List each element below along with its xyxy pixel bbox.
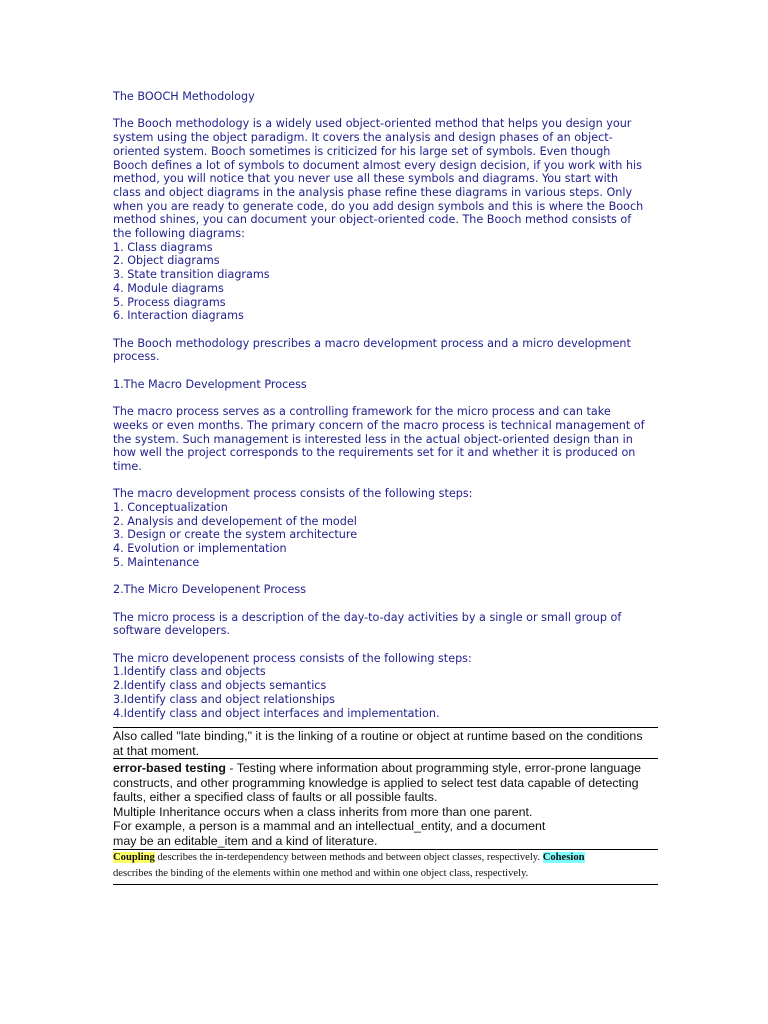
macro-step: 3. Design or create the system architecture xyxy=(113,528,358,542)
prescribes-line: process. xyxy=(113,350,160,364)
diagram-item: 2. Object diagrams xyxy=(113,254,220,268)
micro-step: 4.Identify class and object interfaces and implementation. xyxy=(113,706,440,720)
error-testing-line: constructs, and other programming knowledge is applied to select test data capable of detecting xyxy=(113,775,639,790)
micro-step: 3.Identify class and object relationships xyxy=(113,692,336,706)
error-testing-first-line xyxy=(113,761,658,776)
macro-para-line: time. xyxy=(113,459,142,473)
prescribes-line: The Booch methodology prescribes a macro development process and a micro development xyxy=(113,336,631,350)
late-binding-line: Also called "late binding," it is the linking of a routine or object at runtime based on the conditions xyxy=(113,729,643,744)
intro-line: method shines, you can document your object-oriented code. The Booch method consists of xyxy=(113,213,632,227)
coupling-def: describes the in-terdependency between methods and between object classes, respectively. xyxy=(154,852,543,864)
diagram-item: 3. State transition diagrams xyxy=(113,268,270,282)
divider xyxy=(113,884,658,885)
doc-title: The BOOCH Methodology xyxy=(113,90,255,103)
macro-para-line: The macro process serves as a controlling framework for the micro process and can take xyxy=(113,405,611,419)
micro-para-line: The micro process is a description of the day-to-day activities by a single or small group of xyxy=(113,610,622,624)
intro-line: when you are ready to generate code, do you add design symbols and this is where the Booch xyxy=(113,199,644,213)
intro-line: The Booch methodology is a widely used object-oriented method that helps you design your xyxy=(113,117,632,131)
macro-step: 1. Conceptualization xyxy=(113,501,228,515)
macro-para-line: the system. Such management is interested less in the actual object-oriented design than in xyxy=(113,432,633,446)
cohesion-def: describes the binding of the elements within one method and within one object class, respectively. xyxy=(113,868,529,880)
intro-line: the following diagrams: xyxy=(113,227,245,241)
intro-line: Booch defines a lot of symbols to document almost every design decision, if you work with his xyxy=(113,158,642,172)
macro-heading: 1.The Macro Development Process xyxy=(113,377,307,391)
booch-section xyxy=(113,90,658,720)
macro-para-line: how well the project corresponds to the requirements set for it and whether it is produced on xyxy=(113,446,636,460)
diagram-item: 4. Module diagrams xyxy=(113,281,224,295)
intro-line: class and object diagrams in the analysis phase refine these diagrams in various steps. Only xyxy=(113,185,633,199)
error-testing-line: faults, either a specified class of faults or all possible faults. xyxy=(113,790,438,805)
document-body xyxy=(113,90,658,885)
intro-line: method, you will notice that you never use all these symbols and diagrams. You start with xyxy=(113,172,619,186)
intro-line: system using the object paradigm. It covers the analysis and design phases of an object- xyxy=(113,131,613,145)
macro-step: 5. Maintenance xyxy=(113,555,200,569)
inheritance-line: Multiple Inheritance occurs when a class inherits from more than one parent. xyxy=(113,804,533,819)
error-testing-block xyxy=(113,761,658,848)
coupling-term: Coupling xyxy=(113,852,155,864)
error-testing-def: - Testing where information about programming style, error-prone language xyxy=(225,761,641,776)
inheritance-line: may be an editable_item and a kind of literature. xyxy=(113,833,378,848)
macro-para-line: weeks or even months. The primary concern of the macro process is technical management of xyxy=(113,418,645,432)
error-testing-term: error-based testing xyxy=(113,761,226,776)
micro-steps-intro: The micro developenent process consists of the following steps: xyxy=(113,651,472,665)
divider xyxy=(113,727,658,728)
micro-heading: 2.The Micro Developenent Process xyxy=(113,583,307,597)
inheritance-line: For example, a person is a mammal and an intellectual_entity, and a document xyxy=(113,819,546,834)
diagram-item: 5. Process diagrams xyxy=(113,295,226,309)
macro-step: 2. Analysis and developement of the model xyxy=(113,514,357,528)
divider xyxy=(113,758,658,759)
late-binding-block xyxy=(113,729,658,758)
intro-line: oriented system. Booch sometimes is criticized for his large set of symbols. Even though xyxy=(113,144,611,158)
late-binding-line: at that moment. xyxy=(113,743,200,758)
micro-step: 2.Identify class and objects semantics xyxy=(113,679,327,693)
coupling-line xyxy=(113,850,658,866)
macro-steps-intro: The macro development process consists of the following steps: xyxy=(113,487,473,501)
macro-step: 4. Evolution or implementation xyxy=(113,542,287,556)
coupling-cohesion-block xyxy=(113,850,658,882)
cohesion-term: Cohesion xyxy=(542,852,585,864)
micro-step: 1.Identify class and objects xyxy=(113,665,266,679)
diagram-item: 1. Class diagrams xyxy=(113,240,213,254)
micro-para-line: software developers. xyxy=(113,624,231,638)
diagram-item: 6. Interaction diagrams xyxy=(113,309,244,323)
